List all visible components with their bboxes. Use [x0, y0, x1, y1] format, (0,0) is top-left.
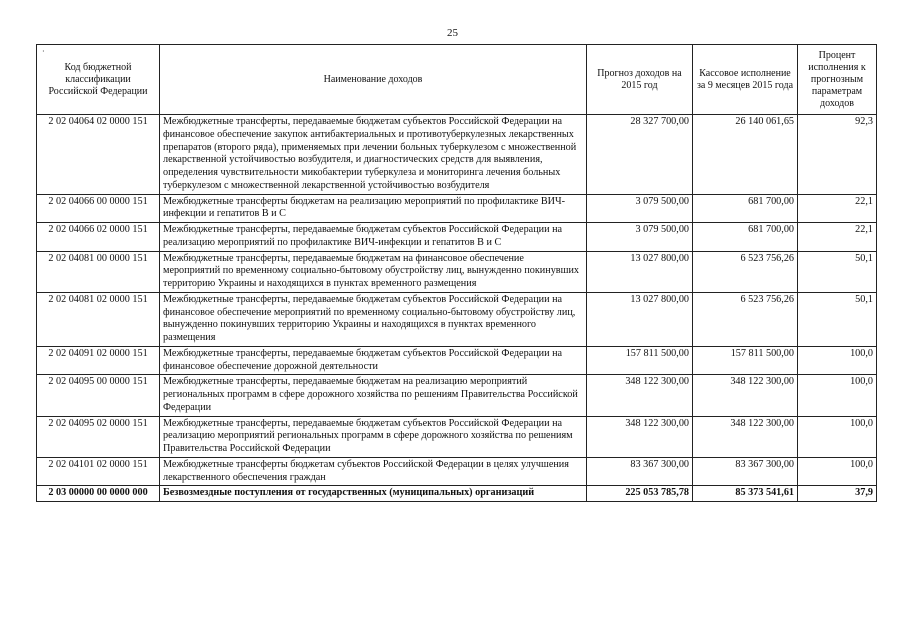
total-row — [37, 486, 877, 502]
row-forecast: 28 327 700,00 — [587, 115, 693, 195]
total-percent: 37,9 — [798, 486, 877, 502]
row-name: Межбюджетные трансферты бюджетам субъектов Российской Федерации в целях улучшения лекарственного обеспечения граждан — [160, 457, 587, 486]
table-row — [37, 194, 877, 223]
row-execution: 26 140 061,65 — [693, 115, 798, 195]
scan-mark: · — [42, 47, 45, 56]
row-name: Межбюджетные трансферты, передаваемые бюджетам субъектов Российской Федерации на реализацию мероприятий региональных программ в сфере дорожного хозяйства по решениям Правительства Российской Федерации — [160, 416, 587, 457]
table-row — [37, 223, 877, 252]
table-row — [37, 416, 877, 457]
total-name: Безвозмездные поступления от государственных (муниципальных) организаций — [160, 486, 587, 502]
row-execution: 157 811 500,00 — [693, 346, 798, 375]
total-forecast: 225 053 785,78 — [587, 486, 693, 502]
row-forecast: 348 122 300,00 — [587, 416, 693, 457]
row-forecast: 83 367 300,00 — [587, 457, 693, 486]
table-row — [37, 292, 877, 346]
row-forecast: 157 811 500,00 — [587, 346, 693, 375]
row-percent: 22,1 — [798, 194, 877, 223]
row-percent: 100,0 — [798, 375, 877, 416]
header-forecast: Прогноз доходов на 2015 год — [587, 45, 693, 115]
row-code: 2 02 04066 00 0000 151 — [37, 194, 160, 223]
row-percent: 50,1 — [798, 292, 877, 346]
row-code: 2 02 04066 02 0000 151 — [37, 223, 160, 252]
row-code: 2 02 04101 02 0000 151 — [37, 457, 160, 486]
table-row — [37, 375, 877, 416]
total-execution: 85 373 541,61 — [693, 486, 798, 502]
row-execution: 83 367 300,00 — [693, 457, 798, 486]
header-row — [37, 45, 877, 115]
row-forecast: 3 079 500,00 — [587, 194, 693, 223]
row-execution: 6 523 756,26 — [693, 251, 798, 292]
row-execution: 348 122 300,00 — [693, 375, 798, 416]
row-name: Межбюджетные трансферты, передаваемые бюджетам субъектов Российской Федерации на финансовое обеспечение закупок антибактериальных и противотуберкулезных лекарственных препаратов (второго ряда), применяемых при лечении больных туберкулезом с множественной лекарственной устойчивостью возбудителя, и диагностических средств для выявления, определения чувствительности микобактерии туберкулеза и мониторинга лечения больных туберкулезом с множественной лекарственной устойчивостью возбудителя — [160, 115, 587, 195]
table-row — [37, 251, 877, 292]
row-code: 2 02 04064 02 0000 151 — [37, 115, 160, 195]
page-number: 25 — [447, 27, 458, 39]
row-name: Межбюджетные трансферты бюджетам на реализацию мероприятий по профилактике ВИЧ-инфекции и гепатитов В и С — [160, 194, 587, 223]
row-code: 2 02 04081 02 0000 151 — [37, 292, 160, 346]
row-execution: 348 122 300,00 — [693, 416, 798, 457]
row-percent: 92,3 — [798, 115, 877, 195]
row-percent: 50,1 — [798, 251, 877, 292]
table-row — [37, 115, 877, 195]
row-forecast: 3 079 500,00 — [587, 223, 693, 252]
row-execution: 6 523 756,26 — [693, 292, 798, 346]
total-code: 2 03 00000 00 0000 000 — [37, 486, 160, 502]
row-percent: 100,0 — [798, 416, 877, 457]
row-execution: 681 700,00 — [693, 194, 798, 223]
row-forecast: 348 122 300,00 — [587, 375, 693, 416]
header-name: Наименование доходов — [160, 45, 587, 115]
budget-table — [36, 44, 877, 502]
row-name: Межбюджетные трансферты, передаваемые бюджетам на финансовое обеспечение мероприятий по временному социально-бытовому обустройству лиц, вынужденно покинувших территорию Украины и находящихся в пунктах временного размещения — [160, 251, 587, 292]
row-name: Межбюджетные трансферты, передаваемые бюджетам субъектов Российской Федерации на реализацию мероприятий по профилактике ВИЧ-инфекции и гепатитов В и С — [160, 223, 587, 252]
row-percent: 100,0 — [798, 346, 877, 375]
table-row — [37, 457, 877, 486]
row-forecast: 13 027 800,00 — [587, 251, 693, 292]
row-forecast: 13 027 800,00 — [587, 292, 693, 346]
row-percent: 100,0 — [798, 457, 877, 486]
row-code: 2 02 04091 02 0000 151 — [37, 346, 160, 375]
table-row — [37, 346, 877, 375]
row-percent: 22,1 — [798, 223, 877, 252]
row-code: 2 02 04095 00 0000 151 — [37, 375, 160, 416]
row-execution: 681 700,00 — [693, 223, 798, 252]
row-name: Межбюджетные трансферты, передаваемые бюджетам субъектов Российской Федерации на финансовое обеспечение мероприятий по временному социально-бытовому обустройству лиц, вынужденно покинувших территорию Украины и находящихся в пунктах временного размещения — [160, 292, 587, 346]
row-code: 2 02 04095 02 0000 151 — [37, 416, 160, 457]
header-percent: Процент исполнения к прогнозным параметрам доходов — [798, 45, 877, 115]
row-code: 2 02 04081 00 0000 151 — [37, 251, 160, 292]
header-code: Код бюджетной классификации Российской Федерации — [37, 45, 160, 115]
header-execution: Кассовое исполнение за 9 месяцев 2015 года — [693, 45, 798, 115]
row-name: Межбюджетные трансферты, передаваемые бюджетам субъектов Российской Федерации на финансовое обеспечение дорожной деятельности — [160, 346, 587, 375]
row-name: Межбюджетные трансферты, передаваемые бюджетам на реализацию мероприятий региональных программ в сфере дорожного хозяйства по решениям Правительства Российской Федерации — [160, 375, 587, 416]
